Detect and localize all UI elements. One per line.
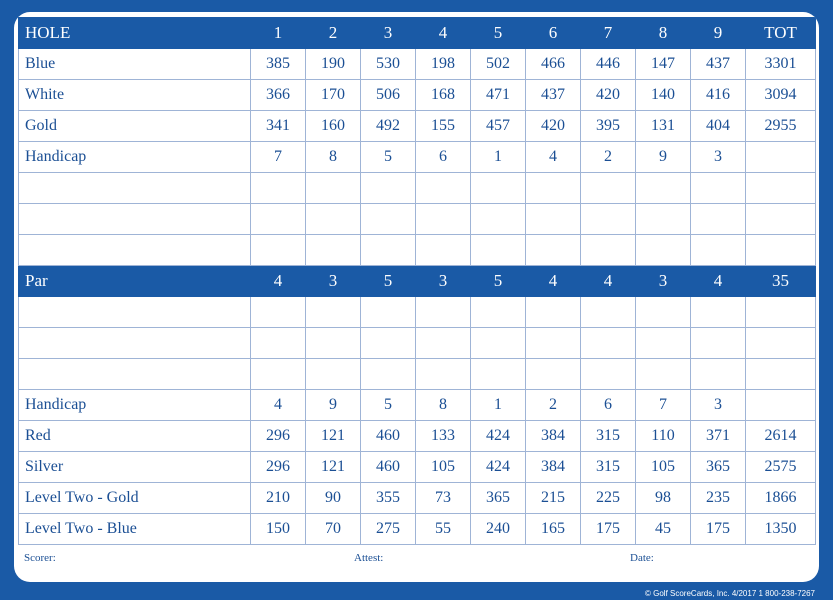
score-cell — [361, 359, 416, 390]
score-cell: 55 — [416, 514, 471, 545]
row-label — [19, 173, 251, 204]
total-cell — [746, 359, 816, 390]
attest-label: Attest: — [354, 552, 384, 564]
row-label — [19, 204, 251, 235]
total-cell: 3301 — [746, 49, 816, 80]
score-cell — [471, 328, 526, 359]
score-cell: 365 — [471, 483, 526, 514]
score-cell: 371 — [691, 421, 746, 452]
score-cell: 235 — [691, 483, 746, 514]
score-cell: 6 — [581, 390, 636, 421]
total-cell — [746, 235, 816, 266]
score-cell — [636, 359, 691, 390]
score-cell: 165 — [526, 514, 581, 545]
score-cell: 404 — [691, 111, 746, 142]
par-row — [19, 266, 816, 297]
score-cell: 5 — [471, 18, 526, 49]
score-cell: 471 — [471, 80, 526, 111]
score-cell — [581, 359, 636, 390]
score-cell: 90 — [306, 483, 361, 514]
blank-score-row — [19, 235, 816, 266]
score-cell: 3 — [306, 266, 361, 297]
total-cell: 35 — [746, 266, 816, 297]
score-cell: 296 — [251, 452, 306, 483]
score-cell: 4 — [581, 266, 636, 297]
score-cell — [251, 328, 306, 359]
score-cell — [581, 328, 636, 359]
score-cell: 420 — [526, 111, 581, 142]
score-cell: 6 — [526, 18, 581, 49]
score-cell: 4 — [251, 266, 306, 297]
score-cell: 8 — [636, 18, 691, 49]
table-row — [19, 452, 816, 483]
score-cell: 365 — [691, 452, 746, 483]
score-cell: 150 — [251, 514, 306, 545]
score-cell: 3 — [636, 266, 691, 297]
score-cell: 460 — [361, 452, 416, 483]
score-cell: 225 — [581, 483, 636, 514]
total-cell: 2614 — [746, 421, 816, 452]
row-label: Handicap — [19, 142, 251, 173]
score-cell — [581, 235, 636, 266]
score-cell: 140 — [636, 80, 691, 111]
score-cell: 437 — [691, 49, 746, 80]
score-cell — [636, 297, 691, 328]
score-cell: 457 — [471, 111, 526, 142]
copyright-text: © Golf ScoreCards, Inc. 4/2017 1 800-238-7267 — [645, 589, 815, 598]
score-cell — [636, 235, 691, 266]
score-cell: 121 — [306, 421, 361, 452]
row-label: White — [19, 80, 251, 111]
score-cell: 160 — [306, 111, 361, 142]
row-label — [19, 328, 251, 359]
row-label: Level Two - Gold — [19, 483, 251, 514]
score-cell — [636, 328, 691, 359]
score-cell: 240 — [471, 514, 526, 545]
blank-score-row — [19, 297, 816, 328]
score-cell: 170 — [306, 80, 361, 111]
score-cell: 4 — [526, 266, 581, 297]
score-cell — [471, 235, 526, 266]
table-row — [19, 390, 816, 421]
score-cell: 5 — [361, 266, 416, 297]
score-cell — [416, 328, 471, 359]
score-cell — [526, 359, 581, 390]
score-cell: 2 — [526, 390, 581, 421]
row-label: Level Two - Blue — [19, 514, 251, 545]
score-cell: 155 — [416, 111, 471, 142]
score-cell: 1 — [251, 18, 306, 49]
blank-score-row — [19, 328, 816, 359]
score-cell: 446 — [581, 49, 636, 80]
signature-line — [18, 552, 815, 576]
score-cell: 3 — [691, 142, 746, 173]
score-cell — [691, 297, 746, 328]
total-cell — [746, 204, 816, 235]
row-label: Red — [19, 421, 251, 452]
score-cell: 98 — [636, 483, 691, 514]
score-cell: 121 — [306, 452, 361, 483]
score-cell — [416, 359, 471, 390]
score-cell: 9 — [306, 390, 361, 421]
table-row — [19, 80, 816, 111]
score-cell: 4 — [251, 390, 306, 421]
score-cell — [251, 204, 306, 235]
score-cell — [581, 173, 636, 204]
score-cell: 6 — [416, 142, 471, 173]
score-cell — [306, 297, 361, 328]
score-cell — [691, 328, 746, 359]
score-cell: 296 — [251, 421, 306, 452]
score-cell — [471, 297, 526, 328]
score-cell: 355 — [361, 483, 416, 514]
score-cell: 3 — [361, 18, 416, 49]
score-cell: 73 — [416, 483, 471, 514]
score-cell: 492 — [361, 111, 416, 142]
score-cell: 420 — [581, 80, 636, 111]
score-cell — [361, 235, 416, 266]
row-label — [19, 359, 251, 390]
score-cell — [526, 297, 581, 328]
hole-header-row — [19, 18, 816, 49]
score-cell — [691, 235, 746, 266]
score-cell — [471, 204, 526, 235]
score-cell: 8 — [306, 142, 361, 173]
score-cell: 466 — [526, 49, 581, 80]
score-cell: 2 — [306, 18, 361, 49]
score-cell: 5 — [471, 266, 526, 297]
score-cell — [306, 359, 361, 390]
score-cell: 424 — [471, 452, 526, 483]
total-cell: 3094 — [746, 80, 816, 111]
score-cell: 198 — [416, 49, 471, 80]
score-cell — [361, 204, 416, 235]
score-cell: 424 — [471, 421, 526, 452]
score-cell: 506 — [361, 80, 416, 111]
table-row — [19, 483, 816, 514]
score-cell: 215 — [526, 483, 581, 514]
total-cell — [746, 328, 816, 359]
total-cell: 1350 — [746, 514, 816, 545]
score-cell: 385 — [251, 49, 306, 80]
score-cell — [361, 173, 416, 204]
score-cell: 341 — [251, 111, 306, 142]
score-cell — [361, 328, 416, 359]
score-cell: 3 — [416, 266, 471, 297]
score-cell — [416, 173, 471, 204]
total-cell — [746, 297, 816, 328]
score-cell: 3 — [691, 390, 746, 421]
score-cell — [251, 235, 306, 266]
score-cell: 1 — [471, 390, 526, 421]
score-cell: 315 — [581, 452, 636, 483]
score-cell: 4 — [416, 18, 471, 49]
score-cell — [636, 204, 691, 235]
score-cell — [416, 204, 471, 235]
score-cell: 437 — [526, 80, 581, 111]
table-row — [19, 49, 816, 80]
score-cell: 45 — [636, 514, 691, 545]
score-cell: 366 — [251, 80, 306, 111]
score-cell — [306, 204, 361, 235]
row-label: Par — [19, 266, 251, 297]
score-cell — [361, 297, 416, 328]
score-cell: 7 — [636, 390, 691, 421]
score-cell — [471, 173, 526, 204]
row-label: HOLE — [19, 18, 251, 49]
score-cell: 530 — [361, 49, 416, 80]
table-row — [19, 514, 816, 545]
score-cell: 7 — [251, 142, 306, 173]
score-cell — [251, 173, 306, 204]
score-cell: 133 — [416, 421, 471, 452]
row-label — [19, 235, 251, 266]
total-cell: TOT — [746, 18, 816, 49]
score-cell: 1 — [471, 142, 526, 173]
score-cell: 5 — [361, 390, 416, 421]
score-cell: 175 — [691, 514, 746, 545]
score-cell — [526, 328, 581, 359]
scorecard — [14, 12, 819, 582]
score-cell: 147 — [636, 49, 691, 80]
score-cell: 4 — [526, 142, 581, 173]
score-cell: 384 — [526, 452, 581, 483]
score-cell — [471, 359, 526, 390]
blank-score-row — [19, 204, 816, 235]
row-label: Gold — [19, 111, 251, 142]
score-cell — [251, 359, 306, 390]
score-cell — [526, 204, 581, 235]
score-cell — [526, 235, 581, 266]
score-cell: 9 — [636, 142, 691, 173]
score-cell — [691, 204, 746, 235]
total-cell: 1866 — [746, 483, 816, 514]
score-cell — [251, 297, 306, 328]
score-cell — [691, 359, 746, 390]
score-cell: 105 — [416, 452, 471, 483]
score-cell: 105 — [636, 452, 691, 483]
total-cell — [746, 173, 816, 204]
row-label: Silver — [19, 452, 251, 483]
row-label: Blue — [19, 49, 251, 80]
score-cell: 502 — [471, 49, 526, 80]
score-cell: 2 — [581, 142, 636, 173]
score-cell: 315 — [581, 421, 636, 452]
score-cell: 275 — [361, 514, 416, 545]
score-cell: 384 — [526, 421, 581, 452]
row-label: Handicap — [19, 390, 251, 421]
score-cell: 70 — [306, 514, 361, 545]
score-cell: 131 — [636, 111, 691, 142]
score-cell: 190 — [306, 49, 361, 80]
score-cell — [416, 297, 471, 328]
total-cell: 2575 — [746, 452, 816, 483]
score-cell: 395 — [581, 111, 636, 142]
score-cell — [416, 235, 471, 266]
score-cell — [691, 173, 746, 204]
total-cell — [746, 390, 816, 421]
score-cell: 9 — [691, 18, 746, 49]
score-cell — [306, 235, 361, 266]
row-label — [19, 297, 251, 328]
scorecard-table — [18, 17, 816, 545]
score-cell — [306, 173, 361, 204]
score-cell: 168 — [416, 80, 471, 111]
score-cell — [306, 328, 361, 359]
score-cell — [526, 173, 581, 204]
total-cell: 2955 — [746, 111, 816, 142]
score-cell: 4 — [691, 266, 746, 297]
score-cell: 175 — [581, 514, 636, 545]
table-row — [19, 142, 816, 173]
score-cell — [581, 297, 636, 328]
date-label: Date: — [630, 552, 654, 564]
scorer-label: Scorer: — [24, 552, 56, 564]
table-row — [19, 111, 816, 142]
score-cell: 5 — [361, 142, 416, 173]
score-cell: 416 — [691, 80, 746, 111]
score-cell: 210 — [251, 483, 306, 514]
score-cell — [636, 173, 691, 204]
score-cell: 460 — [361, 421, 416, 452]
score-cell: 8 — [416, 390, 471, 421]
table-row — [19, 421, 816, 452]
score-cell: 7 — [581, 18, 636, 49]
total-cell — [746, 142, 816, 173]
score-cell — [581, 204, 636, 235]
score-cell: 110 — [636, 421, 691, 452]
blank-score-row — [19, 173, 816, 204]
blank-score-row — [19, 359, 816, 390]
